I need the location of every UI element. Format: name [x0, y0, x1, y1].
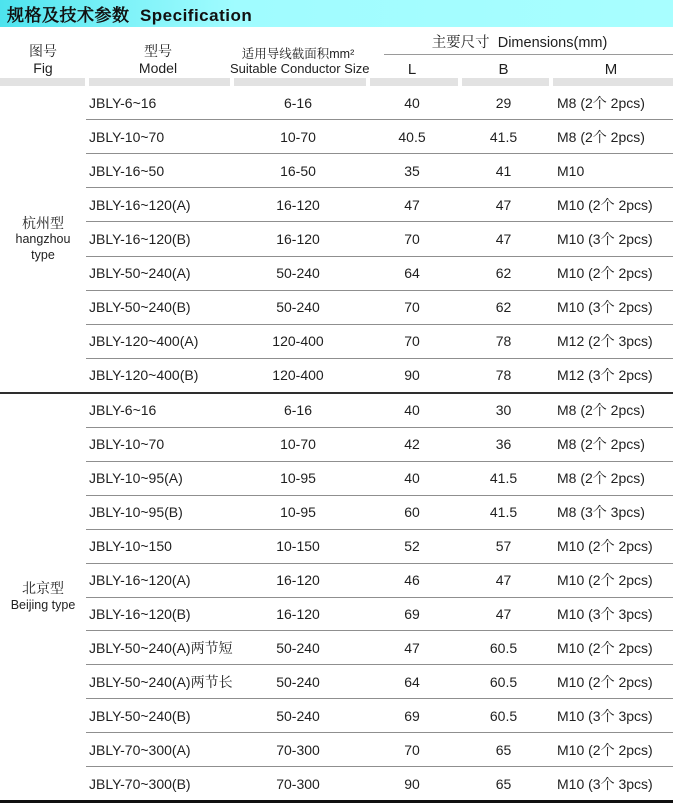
fig-type-label [0, 394, 86, 800]
dimension-m-cell: M10 (2个 2pcs) [557, 639, 653, 656]
dimension-l-cell: 70 [404, 299, 420, 316]
conductor-size-cell: 50-240 [276, 265, 320, 282]
fig-type-name-en: type [31, 247, 55, 262]
dimension-b-cell: 78 [495, 367, 512, 384]
dimension-m-cell: M10 (2个 2pcs) [557, 196, 653, 213]
model-cell: JBLY-16~120(A) [89, 572, 191, 589]
dimension-l-cell: 40 [404, 94, 420, 111]
fig-type-name-cn: 杭州型 [22, 214, 64, 231]
fig-type-name-cn: 北京型 [22, 580, 64, 597]
dimension-b-cell: 62 [495, 299, 512, 316]
conductor-size-cell: 50-240 [276, 673, 320, 690]
dimension-b-cell: 78 [495, 333, 512, 350]
dimension-l-cell: 69 [404, 605, 420, 622]
dimensions-underline [384, 54, 673, 55]
conductor-size-cell: 16-120 [276, 196, 320, 213]
dimension-l-cell: 46 [404, 572, 420, 589]
dimension-b-cell: 41.5 [489, 128, 518, 145]
header-conductor-cn: 适用导线截面积mm² [241, 47, 355, 61]
dimension-m-cell: M10 (3个 3pcs) [557, 707, 653, 724]
header-band-segment [462, 78, 549, 86]
dimension-m-cell: M10 [557, 162, 585, 179]
header-fig-en: Fig [33, 60, 53, 76]
dimension-b-cell: 60.5 [489, 707, 518, 724]
model-cell: JBLY-6~16 [89, 402, 157, 419]
dimension-m-cell: M8 (2个 2pcs) [557, 128, 645, 145]
dimension-b-cell: 30 [495, 402, 512, 419]
model-cell: JBLY-16~120(A) [89, 196, 191, 213]
model-cell: JBLY-10~95(A) [89, 470, 183, 487]
dimension-l-cell: 69 [404, 707, 420, 724]
table-row [86, 359, 673, 392]
page-title: 规格及技术参数 Specification [7, 6, 253, 25]
dimension-m-cell: M8 (3个 3pcs) [557, 504, 645, 521]
model-cell: JBLY-16~50 [89, 162, 165, 179]
table-row [86, 462, 673, 496]
table-row [86, 188, 673, 222]
conductor-size-cell: 6-16 [283, 94, 313, 111]
dimension-b-cell: 47 [495, 605, 512, 622]
group-rows [86, 86, 673, 392]
table-row [86, 496, 673, 530]
dimension-l-cell: 64 [404, 265, 420, 282]
fig-type-name-en: hangzhou [15, 232, 71, 247]
conductor-size-cell: 16-120 [276, 230, 320, 247]
dimension-m-cell: M12 (3个 2pcs) [557, 367, 653, 384]
conductor-size-cell: 10-70 [280, 436, 316, 453]
dimension-m-cell: M12 (2个 3pcs) [557, 333, 653, 350]
model-cell: JBLY-70~300(B) [89, 775, 191, 792]
table-row [86, 631, 673, 665]
conductor-size-cell: 10-95 [280, 504, 316, 521]
conductor-size-cell: 70-300 [276, 775, 320, 792]
fig-type-name-en: Beijing type [10, 597, 76, 612]
conductor-size-cell: 6-16 [283, 402, 313, 419]
header-b: B [498, 61, 509, 78]
group-section [0, 392, 673, 800]
table-row [86, 665, 673, 699]
dimension-b-cell: 29 [495, 94, 512, 111]
dimension-m-cell: M8 (2个 2pcs) [557, 94, 645, 111]
dimension-m-cell: M10 (3个 2pcs) [557, 299, 653, 316]
dimension-m-cell: M10 (3个 3pcs) [557, 775, 653, 792]
conductor-size-cell: 16-120 [276, 605, 320, 622]
table-body [0, 86, 673, 800]
model-cell: JBLY-16~120(B) [89, 230, 191, 247]
table-row [86, 767, 673, 800]
dimension-l-cell: 40 [404, 470, 420, 487]
conductor-size-cell: 10-95 [280, 470, 316, 487]
header-fig-cn: 图号 [29, 43, 57, 59]
header-band-segment [370, 78, 458, 86]
table-row [86, 291, 673, 325]
conductor-size-cell: 10-70 [280, 128, 316, 145]
dimension-l-cell: 64 [404, 673, 420, 690]
model-cell: JBLY-50~240(B) [89, 707, 191, 724]
dimension-l-cell: 90 [404, 775, 420, 792]
model-cell: JBLY-120~400(B) [89, 367, 199, 384]
dimension-l-cell: 70 [404, 333, 420, 350]
title-bar [0, 0, 673, 27]
dimension-l-cell: 35 [404, 162, 420, 179]
model-cell: JBLY-50~240(A)两节长 [89, 673, 233, 690]
dimension-l-cell: 40 [404, 402, 420, 419]
dimension-m-cell: M10 (2个 2pcs) [557, 265, 653, 282]
header-band-segment [89, 78, 230, 86]
dimension-b-cell: 60.5 [489, 639, 518, 656]
model-cell: JBLY-50~240(A) [89, 265, 191, 282]
dimension-b-cell: 47 [495, 196, 512, 213]
dimension-m-cell: M10 (3个 2pcs) [557, 230, 653, 247]
dimension-m-cell: M10 (3个 3pcs) [557, 605, 653, 622]
model-cell: JBLY-10~150 [89, 538, 172, 555]
dimension-m-cell: M10 (2个 2pcs) [557, 673, 653, 690]
dimension-m-cell: M10 (2个 2pcs) [557, 538, 653, 555]
header-conductor-en: Suitable Conductor Size [230, 61, 370, 76]
table-row [86, 598, 673, 632]
dimension-m-cell: M10 (2个 2pcs) [557, 572, 653, 589]
dimension-b-cell: 65 [495, 775, 512, 792]
model-cell: JBLY-50~240(A)两节短 [89, 639, 233, 656]
dimension-m-cell: M8 (2个 2pcs) [557, 470, 645, 487]
table-row [86, 325, 673, 359]
dimension-b-cell: 62 [495, 265, 512, 282]
conductor-size-cell: 16-50 [280, 162, 316, 179]
dimension-b-cell: 41 [495, 162, 512, 179]
header-band-segment [553, 78, 673, 86]
model-cell: JBLY-16~120(B) [89, 605, 191, 622]
header-dimensions: 主要尺寸 Dimensions(mm) [431, 35, 608, 51]
conductor-size-cell: 70-300 [276, 741, 320, 758]
dimension-b-cell: 47 [495, 230, 512, 247]
conductor-size-cell: 120-400 [272, 333, 324, 350]
dimension-m-cell: M8 (2个 2pcs) [557, 436, 645, 453]
dimension-b-cell: 36 [495, 436, 512, 453]
dimension-l-cell: 70 [404, 741, 420, 758]
model-cell: JBLY-120~400(A) [89, 333, 199, 350]
table-row [86, 86, 673, 120]
table-row [86, 699, 673, 733]
table-row [86, 733, 673, 767]
dimension-b-cell: 41.5 [489, 470, 518, 487]
dimension-l-cell: 47 [404, 196, 420, 213]
conductor-size-cell: 50-240 [276, 299, 320, 316]
dimension-b-cell: 57 [495, 538, 512, 555]
dimension-m-cell: M8 (2个 2pcs) [557, 402, 645, 419]
header-band-segment [0, 78, 85, 86]
table-row [86, 257, 673, 291]
dimension-b-cell: 60.5 [489, 673, 518, 690]
model-cell: JBLY-50~240(B) [89, 299, 191, 316]
dimension-l-cell: 52 [404, 538, 420, 555]
conductor-size-cell: 16-120 [276, 572, 320, 589]
dimension-l-cell: 60 [404, 504, 420, 521]
table-row [86, 222, 673, 256]
conductor-size-cell: 10-150 [276, 538, 320, 555]
header-model-cn: 型号 [144, 43, 172, 59]
table-row [86, 530, 673, 564]
conductor-size-cell: 50-240 [276, 639, 320, 656]
dimension-b-cell: 65 [495, 741, 512, 758]
dimension-l-cell: 70 [404, 230, 420, 247]
dimension-l-cell: 42 [404, 436, 420, 453]
model-cell: JBLY-10~70 [89, 128, 165, 145]
group-section [0, 86, 673, 392]
header-l: L [407, 61, 417, 78]
header-m: M [604, 61, 618, 78]
dimension-l-cell: 40.5 [398, 128, 426, 145]
table-row [86, 394, 673, 428]
table-row [86, 154, 673, 188]
dimension-l-cell: 47 [404, 639, 420, 656]
header-band-segment [234, 78, 366, 86]
table-row [86, 428, 673, 462]
table-row [86, 120, 673, 154]
model-cell: JBLY-10~70 [89, 436, 165, 453]
conductor-size-cell: 50-240 [276, 707, 320, 724]
group-rows [86, 394, 673, 800]
fig-type-label [0, 86, 86, 392]
dimension-l-cell: 90 [404, 367, 420, 384]
dimension-b-cell: 41.5 [489, 504, 518, 521]
model-cell: JBLY-10~95(B) [89, 504, 183, 521]
model-cell: JBLY-6~16 [89, 94, 157, 111]
dimension-m-cell: M10 (2个 2pcs) [557, 741, 653, 758]
header-model-en: Model [138, 60, 178, 76]
table-row [86, 564, 673, 598]
dimension-b-cell: 47 [495, 572, 512, 589]
model-cell: JBLY-70~300(A) [89, 741, 191, 758]
conductor-size-cell: 120-400 [272, 367, 324, 384]
